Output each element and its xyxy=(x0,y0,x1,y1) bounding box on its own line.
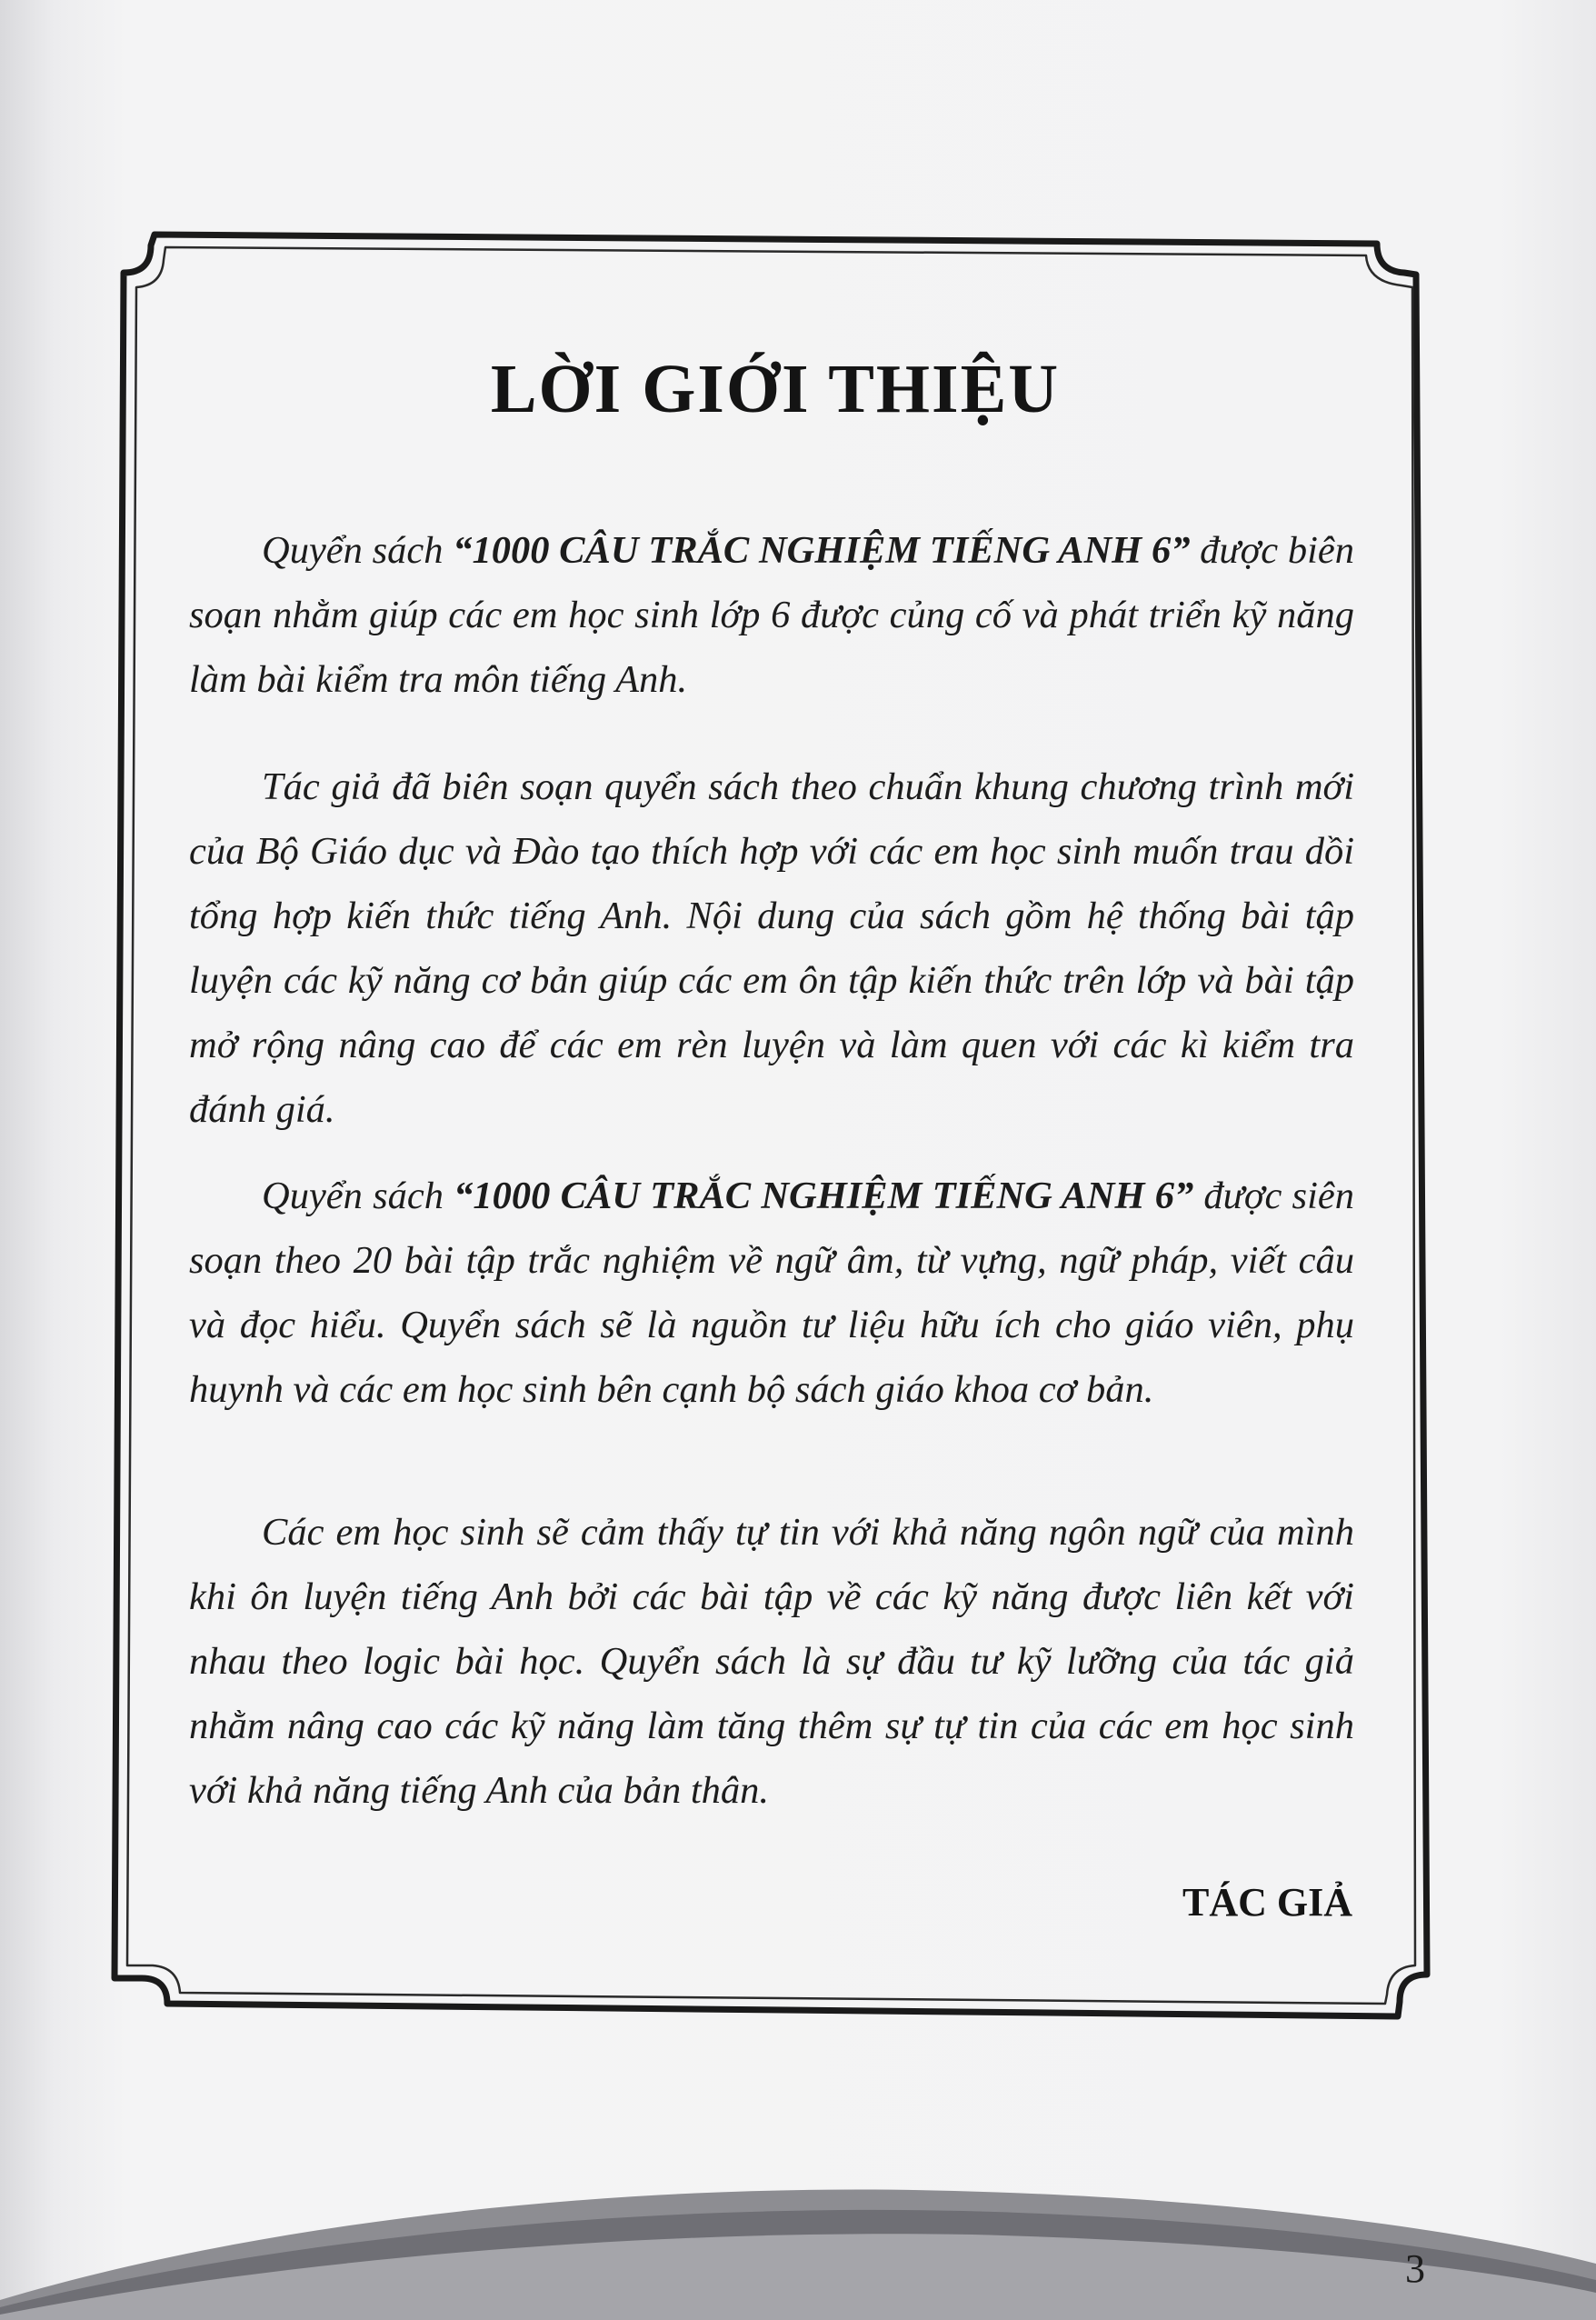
page-title: LỜI GIỚI THIỆU xyxy=(490,351,1061,427)
book-title-1: “1000 CÂU TRẮC NGHIỆM TIẾNG ANH 6” xyxy=(453,529,1191,572)
paragraph-3 xyxy=(189,1164,1354,1422)
page-number: 3 xyxy=(1405,2246,1425,2291)
paragraph-1-lead: Quyển sách xyxy=(262,529,454,572)
paragraph-4: Các em học sinh sẽ cảm thấy tự tin với khả năng ngôn ngữ của mình khi ôn luyện tiếng Anh bởi các bài tập về các kỹ năng được liên kết với nhau theo logic bài học. Quyển sách là sự đầu tư kỹ lưỡng của tác giả nhằm nâng cao các kỹ năng làm tăng thêm sự tự tin của các em học sinh với khả năng tiếng Anh của bản thân. xyxy=(189,1511,1354,1812)
author-signature: TÁC GIẢ xyxy=(1182,1880,1352,1925)
paragraph-3-rest: được siên soạn theo 20 bài tập trắc nghiệm về ngữ âm, từ vựng, ngữ pháp, viết câu và đọc hiểu. Quyển sách sẽ là nguồn tư liệu hữu ích cho giáo viên, phụ huynh và các em học sinh bên cạnh bộ sách giáo khoa cơ bản. xyxy=(189,1175,1354,1411)
paragraph-1 xyxy=(189,518,1354,712)
book-title-2: “1000 CÂU TRẮC NGHIỆM TIẾNG ANH 6” xyxy=(454,1175,1194,1217)
paragraph-3-lead: Quyển sách xyxy=(262,1175,454,1217)
paragraph-2: Tác giả đã biên soạn quyển sách theo chuẩn khung chương trình mới của Bộ Giáo dục và Đào tạo thích hợp với các em học sinh muốn trau dồi tổng hợp kiến thức tiếng Anh. Nội dung của sách gồm hệ thống bài tập luyện các kỹ năng cơ bản giúp các em ôn tập kiến thức trên lớp và bài tập mở rộng nâng cao để các em rèn luyện và làm quen với các kì kiểm tra đánh giá. xyxy=(189,765,1354,1131)
paragraph-1-rest: được biên soạn nhằm giúp các em học sinh lớp 6 được củng cố và phát triển kỹ năng làm bài kiểm tra môn tiếng Anh. xyxy=(189,529,1354,701)
